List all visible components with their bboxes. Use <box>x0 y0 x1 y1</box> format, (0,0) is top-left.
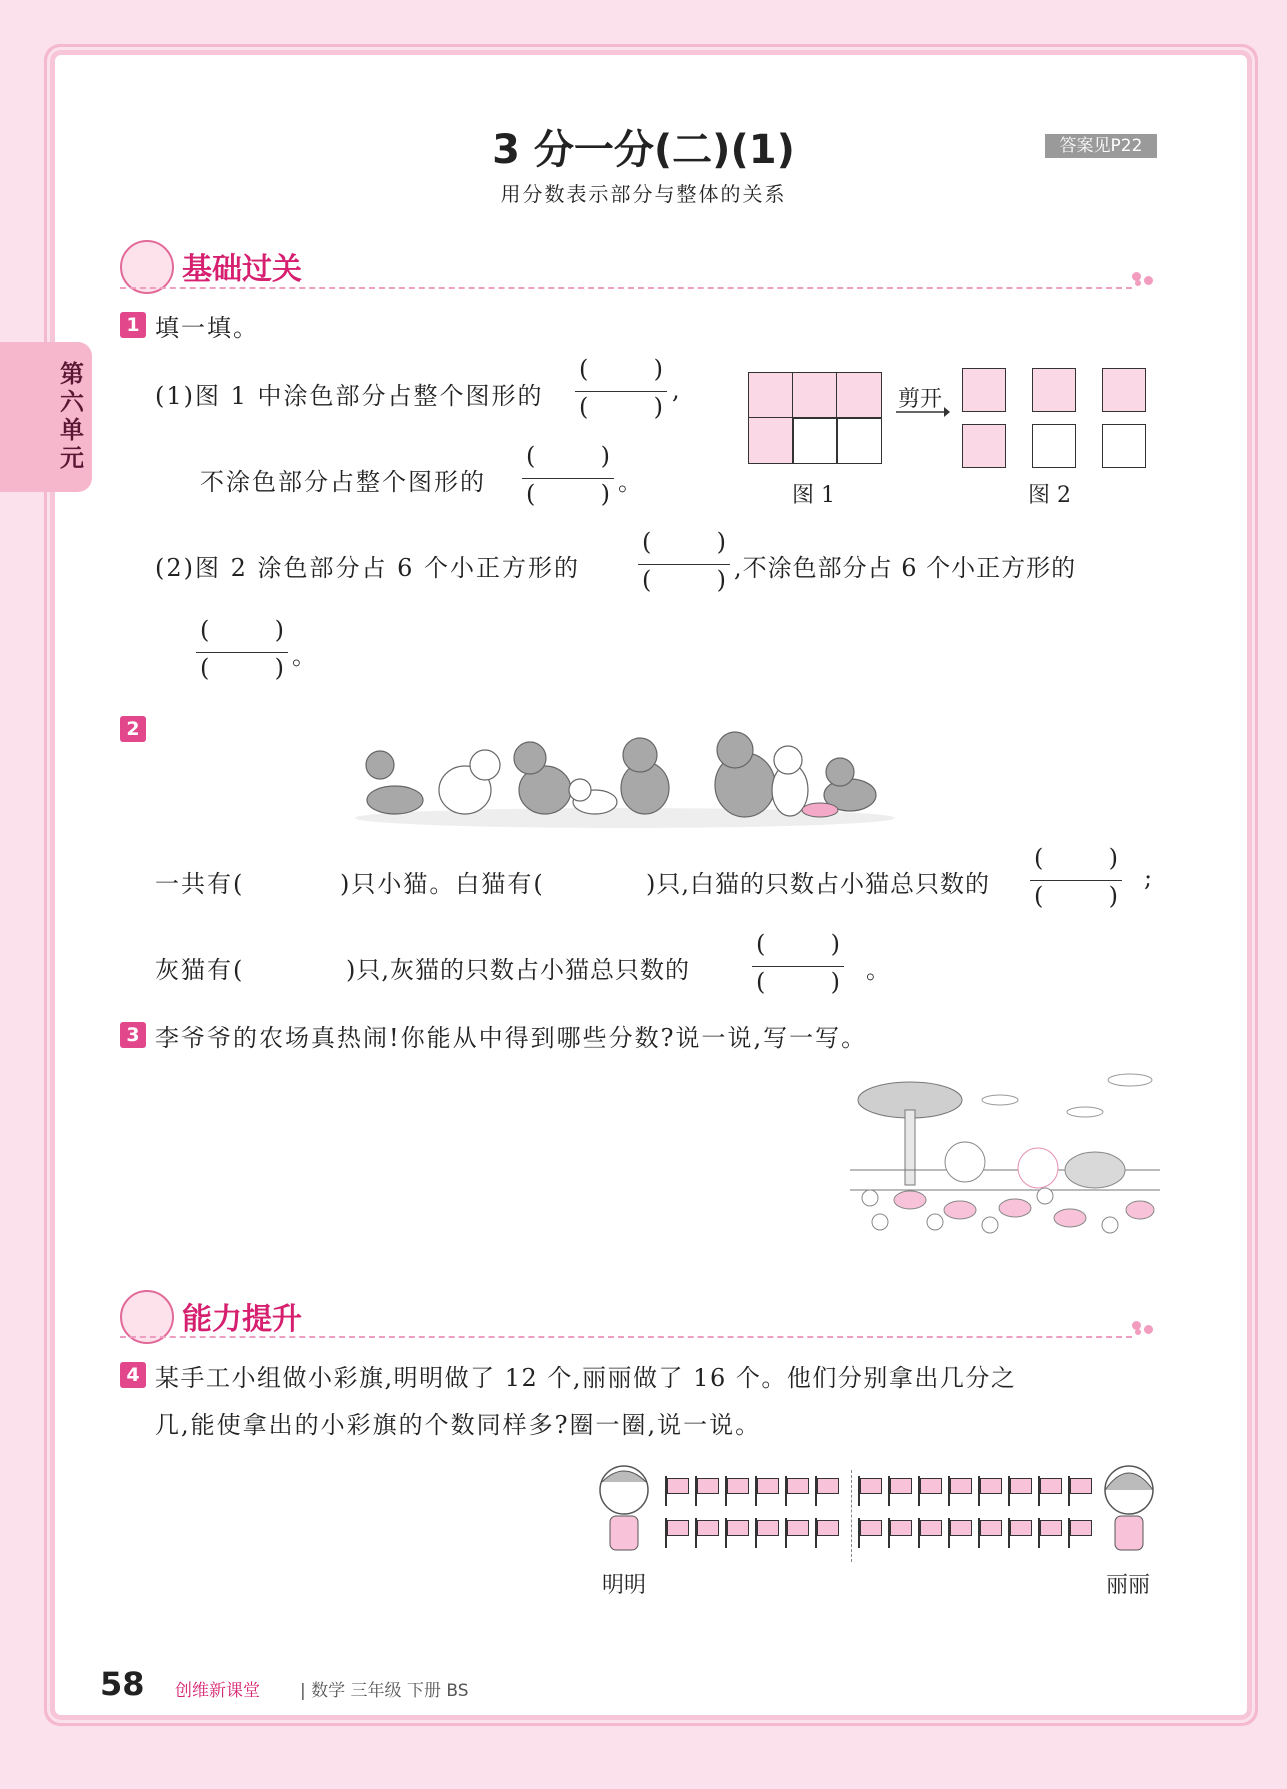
punctuation: 。 <box>292 642 318 670</box>
section-title-basic: 基础过关 <box>182 252 302 287</box>
flag-icon[interactable] <box>785 1476 811 1506</box>
flags-mingming[interactable] <box>665 1476 845 1556</box>
q3-text: 李爷爷的农场真热闹!你能从中得到哪些分数?说一说,写一写。 <box>155 1024 868 1052</box>
square-shaded <box>962 424 1006 468</box>
flag-icon[interactable] <box>1008 1518 1034 1548</box>
punctuation: 。 <box>618 468 644 496</box>
q1-part2-text: (2)图 2 涂色部分占 6 个小正方形的 <box>155 554 581 582</box>
figure-1-grid <box>748 372 882 464</box>
punctuation: 。 <box>866 956 892 984</box>
question-number-2: 2 <box>120 716 146 742</box>
square <box>1032 424 1076 468</box>
flag-icon[interactable] <box>918 1476 944 1506</box>
flag-icon[interactable] <box>815 1476 841 1506</box>
flag-icon[interactable] <box>785 1518 811 1548</box>
flags-lili[interactable] <box>858 1476 1098 1556</box>
mascot-icon <box>120 240 174 294</box>
flag-icon[interactable] <box>695 1476 721 1506</box>
page-subtitle: 用分数表示部分与整体的关系 <box>500 182 787 206</box>
boy-mingming-illustration <box>592 1460 656 1560</box>
arrow-right-icon <box>896 404 950 420</box>
figure-2-squares <box>962 368 1148 472</box>
grid-cell-shaded <box>748 417 794 464</box>
flag-icon[interactable] <box>978 1518 1004 1548</box>
q2-line1-c: )只,白猫的只数占小猫总只数的 <box>646 870 990 898</box>
q1-part1-text-b: 不涂色部分占整个图形的 <box>200 468 486 496</box>
flag-icon[interactable] <box>978 1476 1004 1506</box>
question-number-1: 1 <box>120 312 146 338</box>
q4-line2: 几,能使拿出的小彩旗的个数同样多?圈一圈,说一说。 <box>155 1411 762 1439</box>
flag-icon[interactable] <box>918 1518 944 1548</box>
flag-icon[interactable] <box>755 1476 781 1506</box>
section-divider <box>120 1336 1132 1338</box>
grid-cell-shaded <box>748 372 794 419</box>
flag-icon[interactable] <box>858 1518 884 1548</box>
grid-cell-shaded <box>836 372 882 419</box>
square-shaded <box>962 368 1006 412</box>
flags-divider <box>851 1470 852 1562</box>
grid-cell <box>836 417 882 464</box>
girl-lili-illustration <box>1097 1460 1161 1560</box>
flag-icon[interactable] <box>815 1518 841 1548</box>
farm-illustration <box>850 1070 1160 1240</box>
name-mingming: 明明 <box>602 1573 647 1598</box>
q2-line1-b: )只小猫。白猫有( <box>340 870 545 898</box>
flag-icon[interactable] <box>725 1476 751 1506</box>
square-shaded <box>1102 368 1146 412</box>
answer-fraction-blank[interactable]: ( ) ( ) <box>196 616 288 690</box>
dots-decoration-icon <box>1132 272 1160 286</box>
q4-line1: 某手工小组做小彩旗,明明做了 12 个,丽丽做了 16 个。他们分别拿出几分之 <box>155 1364 1017 1392</box>
flag-icon[interactable] <box>1068 1476 1094 1506</box>
section-divider <box>120 287 1132 289</box>
q2-line2-a: 灰猫有( <box>155 956 245 984</box>
answer-fraction-blank[interactable]: ( ) ( ) <box>752 930 844 1004</box>
q1-part1-text: (1)图 1 中涂色部分占整个图形的 <box>155 382 544 410</box>
name-lili: 丽丽 <box>1106 1573 1151 1598</box>
flag-icon[interactable] <box>665 1476 691 1506</box>
q1-part2-text-b: ,不涂色部分占 6 个小正方形的 <box>734 554 1077 582</box>
flag-icon[interactable] <box>1038 1476 1064 1506</box>
cut-label: 剪开 <box>898 387 943 412</box>
square <box>1102 424 1146 468</box>
cats-illustration <box>350 710 900 830</box>
flag-icon[interactable] <box>695 1518 721 1548</box>
figure-1-label: 图 1 <box>792 483 835 508</box>
q1-title: 填一填。 <box>155 314 259 342</box>
unit-tab-label: 第六单元 <box>60 360 84 472</box>
q2-line2-b: )只,灰猫的只数占小猫总只数的 <box>346 956 690 984</box>
flag-icon[interactable] <box>1038 1518 1064 1548</box>
grid-cell <box>792 417 838 464</box>
flag-icon[interactable] <box>888 1476 914 1506</box>
flag-icon[interactable] <box>858 1476 884 1506</box>
answer-reference-badge: 答案见P22 <box>1045 134 1157 158</box>
flag-icon[interactable] <box>888 1518 914 1548</box>
answer-fraction-blank[interactable]: ( ) ( ) <box>1030 844 1122 918</box>
page-number: 58 <box>100 1665 145 1703</box>
footer-info: | 数学 三年级 下册 BS <box>300 1681 469 1701</box>
footer-brand: 创维新课堂 <box>175 1681 260 1701</box>
flag-icon[interactable] <box>948 1518 974 1548</box>
flag-icon[interactable] <box>948 1476 974 1506</box>
dots-decoration-icon <box>1132 1321 1160 1335</box>
flag-icon[interactable] <box>755 1518 781 1548</box>
answer-fraction-blank[interactable]: ( ) ( ) <box>638 528 730 602</box>
flag-icon[interactable] <box>665 1518 691 1548</box>
page-title: 3 分一分(二)(1) <box>492 127 795 173</box>
answer-fraction-blank[interactable]: ( ) ( ) <box>522 442 614 516</box>
question-number-3: 3 <box>120 1022 146 1048</box>
answer-fraction-blank[interactable]: ( ) ( ) <box>575 355 667 429</box>
q2-line1-a: 一共有( <box>155 870 245 898</box>
punctuation: , <box>672 376 682 404</box>
grid-cell-shaded <box>792 372 838 419</box>
flag-icon[interactable] <box>1008 1476 1034 1506</box>
flag-icon[interactable] <box>725 1518 751 1548</box>
square-shaded <box>1032 368 1076 412</box>
flag-icon[interactable] <box>1068 1518 1094 1548</box>
section-title-advanced: 能力提升 <box>182 1302 302 1337</box>
figure-2-label: 图 2 <box>1028 483 1071 508</box>
punctuation: ; <box>1144 864 1155 892</box>
question-number-4: 4 <box>120 1362 146 1388</box>
